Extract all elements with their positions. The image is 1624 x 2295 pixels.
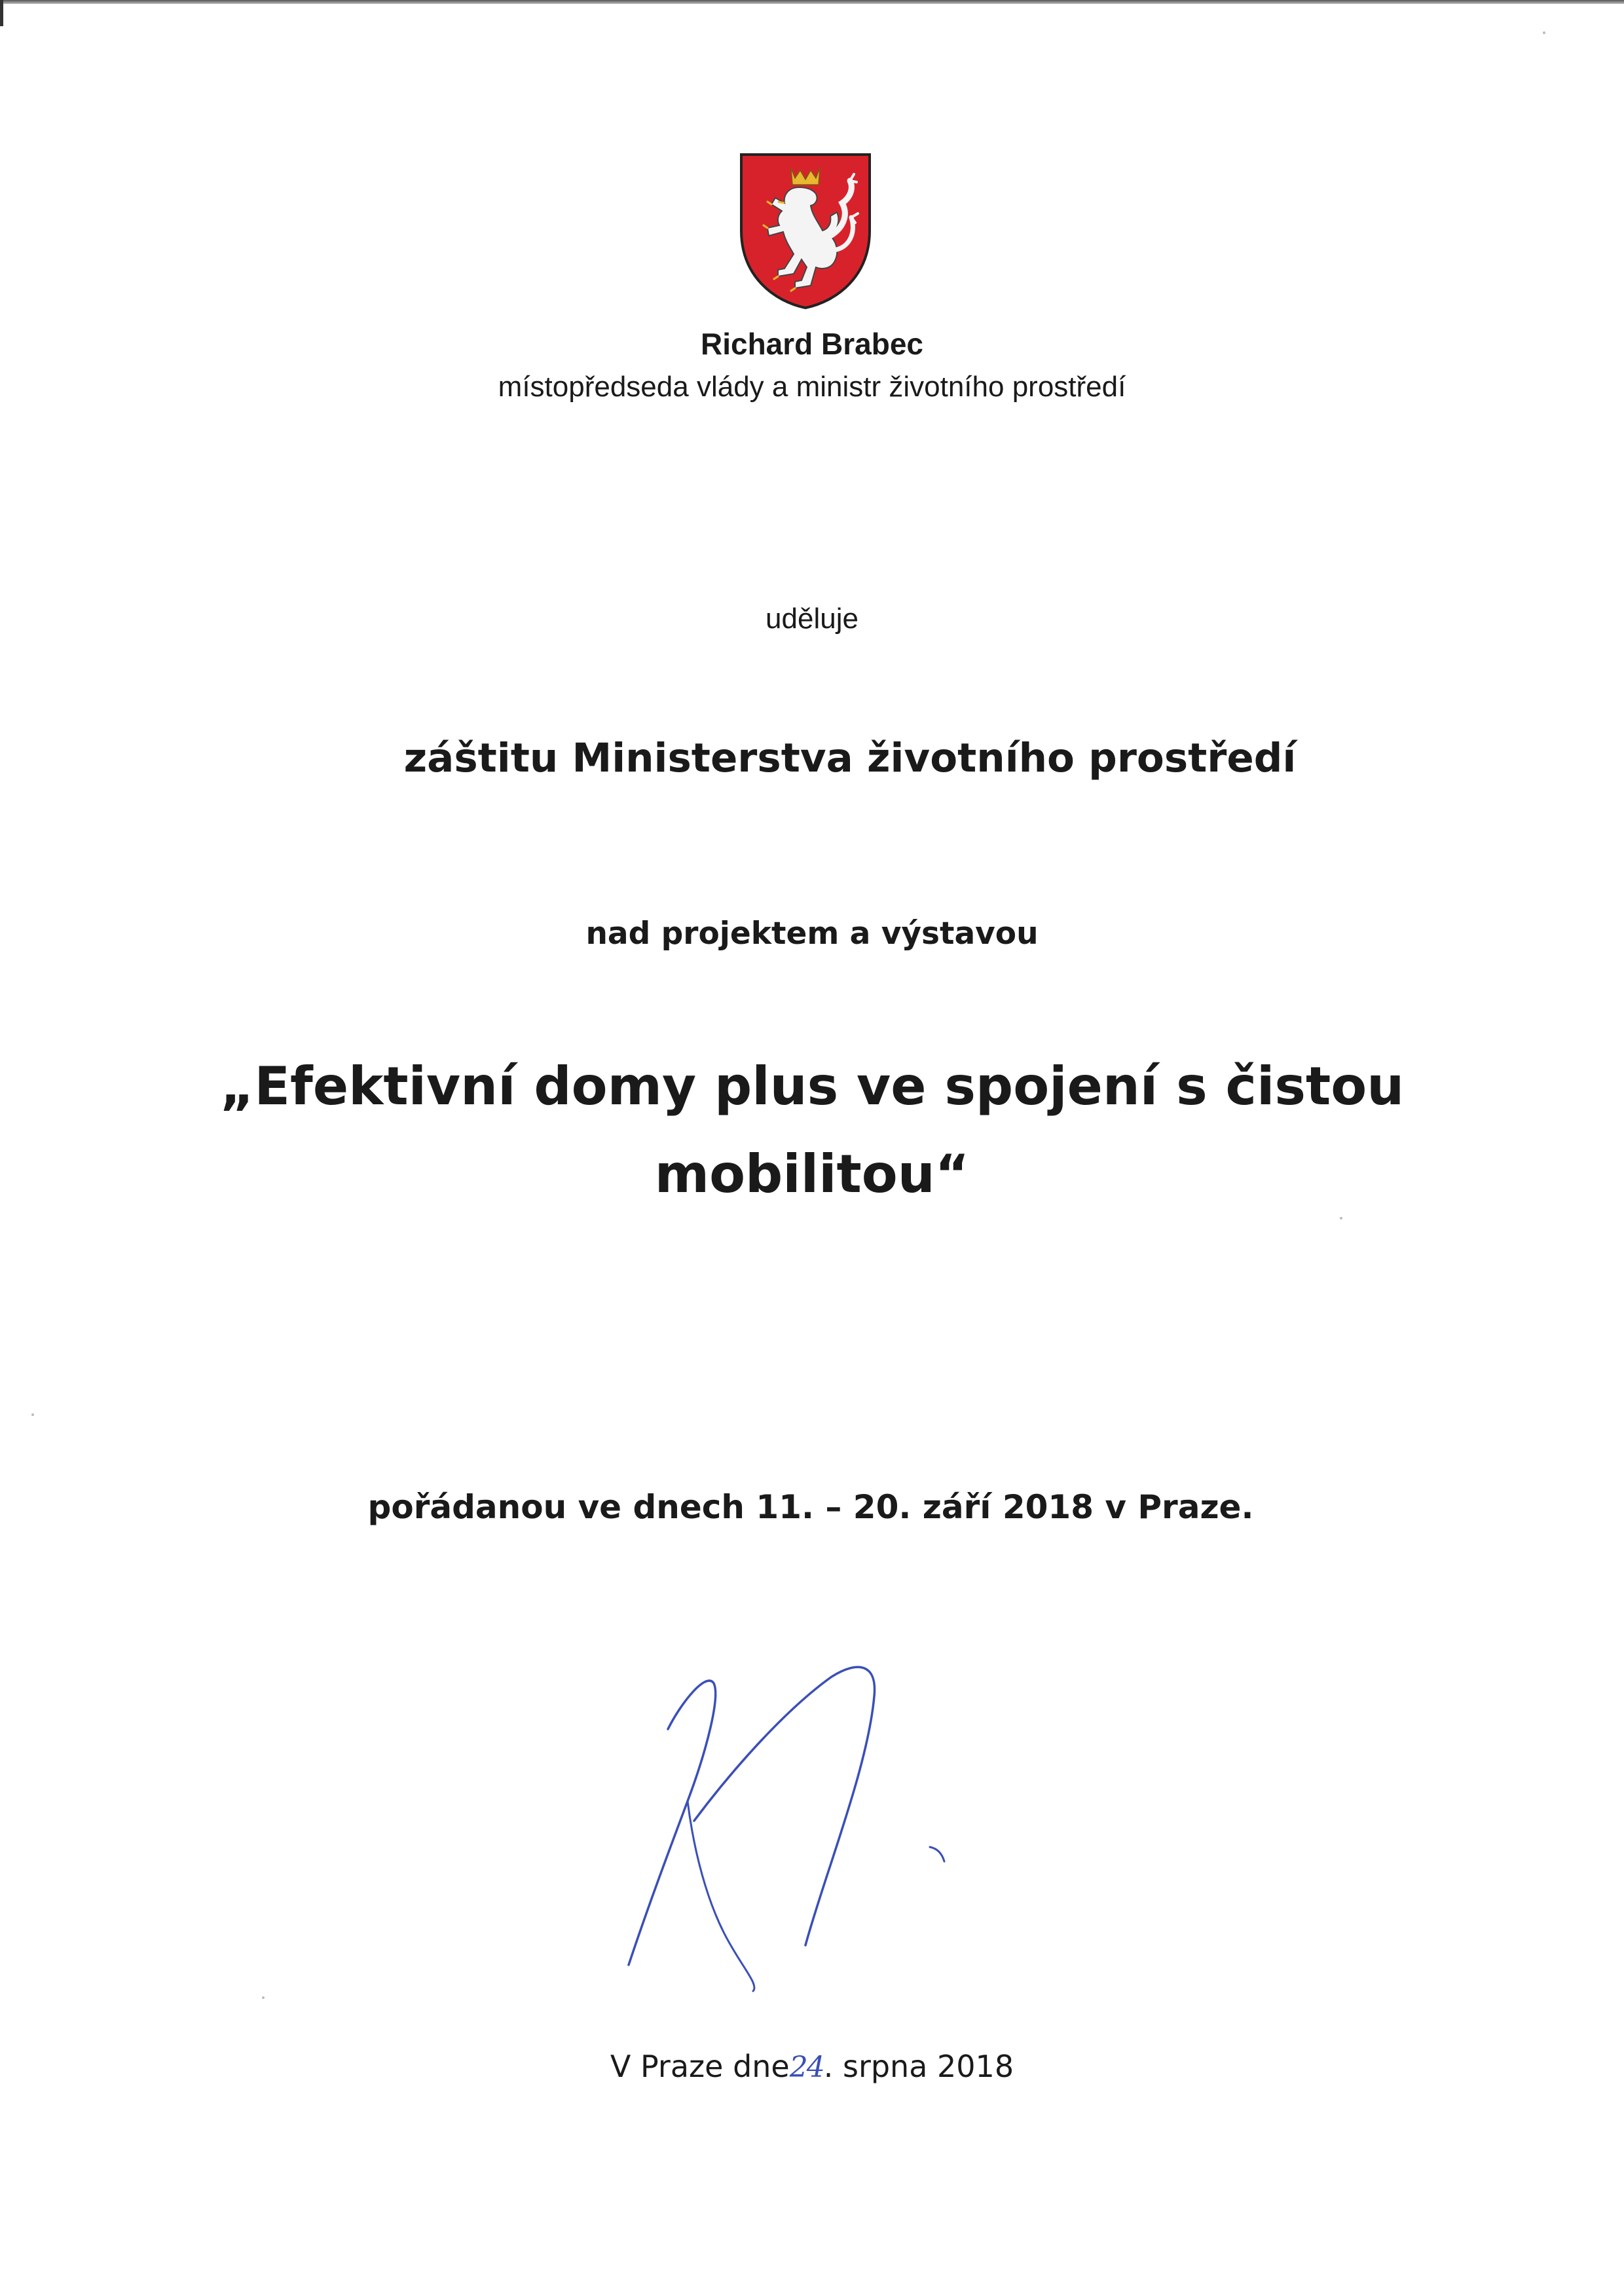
place-and-date bbox=[0, 2049, 1624, 2084]
project-intro: nad projektem a výstavou bbox=[585, 916, 1039, 952]
scan-edge-left bbox=[0, 0, 3, 26]
project-title bbox=[0, 1043, 1624, 1218]
scan-speck bbox=[1340, 1217, 1342, 1220]
place-suffix: . srpna 2018 bbox=[823, 2049, 1014, 2084]
scan-speck bbox=[262, 1996, 265, 1999]
minister-name: Richard Brabec bbox=[700, 327, 923, 361]
scan-edge-top bbox=[0, 0, 1624, 4]
project-title-line-1: „Efektivní domy plus ve spojení s čistou bbox=[219, 1056, 1405, 1117]
handwritten-day: 24 bbox=[789, 2051, 824, 2084]
czech-coat-of-arms-icon bbox=[739, 152, 872, 309]
event-dates: pořádanou ve dnech 11. – 20. září 2018 v Praze. bbox=[367, 1488, 1254, 1526]
scan-speck bbox=[1543, 31, 1545, 34]
place-prefix: V Praze dne bbox=[610, 2049, 790, 2084]
grants-text: uděluje bbox=[766, 603, 858, 635]
handwritten-signature bbox=[609, 1657, 976, 2011]
patronage-title: záštitu Ministerstva životního prostředí bbox=[403, 735, 1297, 781]
scan-speck bbox=[31, 1413, 34, 1416]
minister-role: místopředseda vlády a ministr životního prostředí bbox=[498, 371, 1126, 403]
project-title-line-2: mobilitou“ bbox=[654, 1144, 970, 1204]
